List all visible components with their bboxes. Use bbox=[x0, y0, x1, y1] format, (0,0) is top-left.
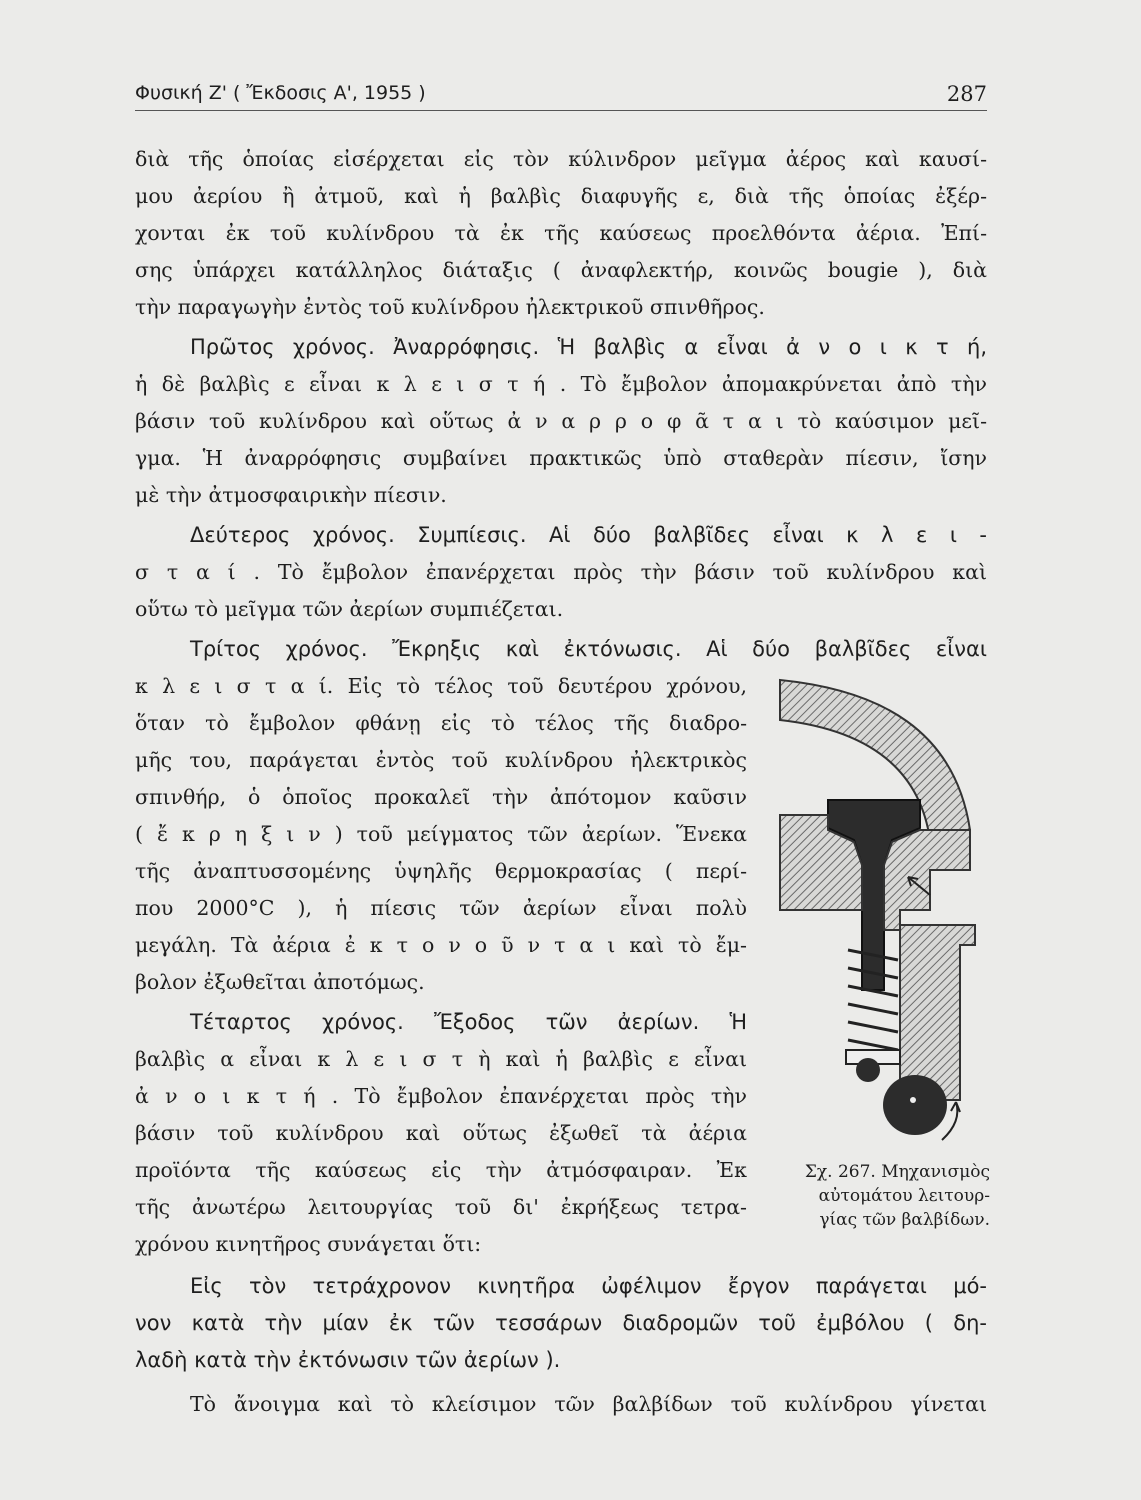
text-line: μὲ τὴν ἀτμοσφαιρικὴν πίεσιν. bbox=[135, 483, 447, 507]
text-line: ( ἔ κ ρ η ξ ι ν ) τοῦ μείγματος τῶν ἀερίων. Ἕνεκα bbox=[135, 822, 747, 846]
text-line: Τρίτος χρόνος. Ἔκρηξις καὶ ἐκτόνωσις. Αἱ δύο βαλβῖδες εἶναι bbox=[190, 637, 987, 661]
text-line: οὕτω τὸ μεῖγμα τῶν ἀερίων συμπιέζεται. bbox=[135, 597, 564, 621]
text-line: βάσιν τοῦ κυλίνδρου καὶ οὕτως ἀ ν α ρ ρ ο φ ᾶ τ α ι τὸ καύσιμον μεῖ- bbox=[135, 409, 987, 433]
text-line: λαδὴ κατὰ τὴν ἐκτόνωσιν τῶν ἀερίων ). bbox=[135, 1348, 561, 1372]
text-line: τῆς ἀναπτυσσομένης ὑψηλῆς θερμοκρασίας ( περί- bbox=[135, 859, 747, 883]
caption-line: γίας τῶν βαλβίδων. bbox=[819, 1210, 990, 1230]
page-number: 287 bbox=[946, 82, 987, 106]
text-line: νον κατὰ τὴν μίαν ἐκ τῶν τεσσάρων διαδρομῶν τοῦ ἐμβόλου ( δη- bbox=[135, 1311, 987, 1335]
text-line: μεγάλη. Τὰ ἀέρια ἐ κ τ ο ν ο ῦ ν τ α ι καὶ τὸ ἔμ- bbox=[135, 933, 747, 957]
caption-line: Σχ. 267. Μηχανισμὸς bbox=[804, 1162, 990, 1182]
text-line: ὅταν τὸ ἔμβολον φθάνῃ εἰς τὸ τέλος τῆς διαδρο- bbox=[135, 711, 747, 735]
caption-line: αὐτομάτου λειτουρ- bbox=[818, 1186, 990, 1206]
figure-caption bbox=[770, 1160, 990, 1232]
text-line: Τέταρτος χρόνος. Ἔξοδος τῶν ἀερίων. Ἡ bbox=[190, 1010, 747, 1034]
valve-guide bbox=[900, 925, 975, 1100]
valve-mechanism-figure bbox=[770, 670, 990, 1160]
text-line: βολον ἐξωθεῖται ἀποτόμως. bbox=[135, 970, 425, 994]
cylinder-head-right bbox=[884, 830, 970, 930]
text-line: Πρῶτος χρόνος. Ἀναρρόφησις. Ἡ βαλβὶς α εἶναι ἀ ν ο ι κ τ ή, bbox=[190, 335, 987, 359]
text-line: σης ὑπάρχει κατάλληλος διάταξις ( ἀναφλεκτήρ, κοινῶς bougie ), διὰ bbox=[135, 258, 987, 282]
header-rule bbox=[135, 110, 987, 111]
text-line: σπινθήρ, ὁ ὁποῖος προκαλεῖ τὴν ἀπότομον καῦσιν bbox=[135, 785, 747, 809]
text-line: κ λ ε ι σ τ α ί. Εἰς τὸ τέλος τοῦ δευτέρου χρόνου, bbox=[135, 674, 747, 698]
text-line: που 2000°C ), ἡ πίεσις τῶν ἀερίων εἶναι πολὺ bbox=[135, 896, 747, 920]
text-line: μου ἀερίου ἢ ἀτμοῦ, καὶ ἡ βαλβὶς διαφυγῆς ε, διὰ τῆς ὁποίας ἐξέρ- bbox=[135, 184, 987, 208]
text-line: προϊόντα τῆς καύσεως εἰς τὴν ἀτμόσφαιραν. Ἐκ bbox=[135, 1158, 747, 1182]
running-header bbox=[135, 80, 987, 112]
cam bbox=[883, 1075, 947, 1135]
text-line: Δεύτερος χρόνος. Συμπίεσις. Αἱ δύο βαλβῖδες εἶναι κ λ ε ι - bbox=[190, 523, 987, 547]
text-line: χονται ἐκ τοῦ κυλίνδρου τὰ ἐκ τῆς καύσεως προελθόντα ἀέρια. Ἐπί- bbox=[135, 221, 987, 245]
stem-end bbox=[856, 1058, 880, 1082]
text-line: χρόνου κινητῆρος συνάγεται ὅτι: bbox=[135, 1232, 482, 1256]
text-line: βαλβὶς α εἶναι κ λ ε ι σ τ ὴ καὶ ἡ βαλβὶς ε εἶναι bbox=[135, 1047, 747, 1071]
text-line: Εἰς τὸν τετράχρονον κινητῆρα ὠφέλιμον ἔργον παράγεται μό- bbox=[190, 1274, 987, 1298]
text-line: βάσιν τοῦ κυλίνδρου καὶ οὕτως ἐξωθεῖ τὰ ἀέρια bbox=[135, 1121, 747, 1145]
text-line: τὴν παραγωγὴν ἐντὸς τοῦ κυλίνδρου ἠλεκτρικοῦ σπινθῆρος. bbox=[135, 295, 765, 319]
text-line: τῆς ἀνωτέρω λειτουργίας τοῦ δι' ἐκρήξεως τετρα- bbox=[135, 1195, 747, 1219]
text-line: ἡ δὲ βαλβὶς ε εἶναι κ λ ε ι σ τ ή . Τὸ ἔμβολον ἀπομακρύνεται ἀπὸ τὴν bbox=[135, 372, 987, 396]
text-line: σ τ α ί . Τὸ ἔμβολον ἐπανέρχεται πρὸς τὴν βάσιν τοῦ κυλίνδρου καὶ bbox=[135, 560, 987, 584]
text-line: διὰ τῆς ὁποίας εἰσέρχεται εἰς τὸν κύλινδρον μεῖγμα ἀέρος καὶ καυσί- bbox=[135, 147, 987, 171]
cam-axle bbox=[910, 1097, 916, 1103]
text-line: γμα. Ἡ ἀναρρόφησις συμβαίνει πρακτικῶς ὑπὸ σταθερὰν πίεσιν, ἴσην bbox=[135, 446, 987, 470]
text-line: Τὸ ἄνοιγμα καὶ τὸ κλείσιμον τῶν βαλβίδων τοῦ κυλίνδρου γίνεται bbox=[190, 1392, 987, 1416]
text-line: ἀ ν ο ι κ τ ή . Τὸ ἔμβολον ἐπανέρχεται πρὸς τὴν bbox=[135, 1084, 747, 1108]
running-title: Φυσική Ζ' ( Ἔκδοσις Α', 1955 ) bbox=[135, 82, 426, 104]
text-line: μῆς του, παράγεται ἐντὸς τοῦ κυλίνδρου ἠλεκτρικὸς bbox=[135, 748, 747, 772]
